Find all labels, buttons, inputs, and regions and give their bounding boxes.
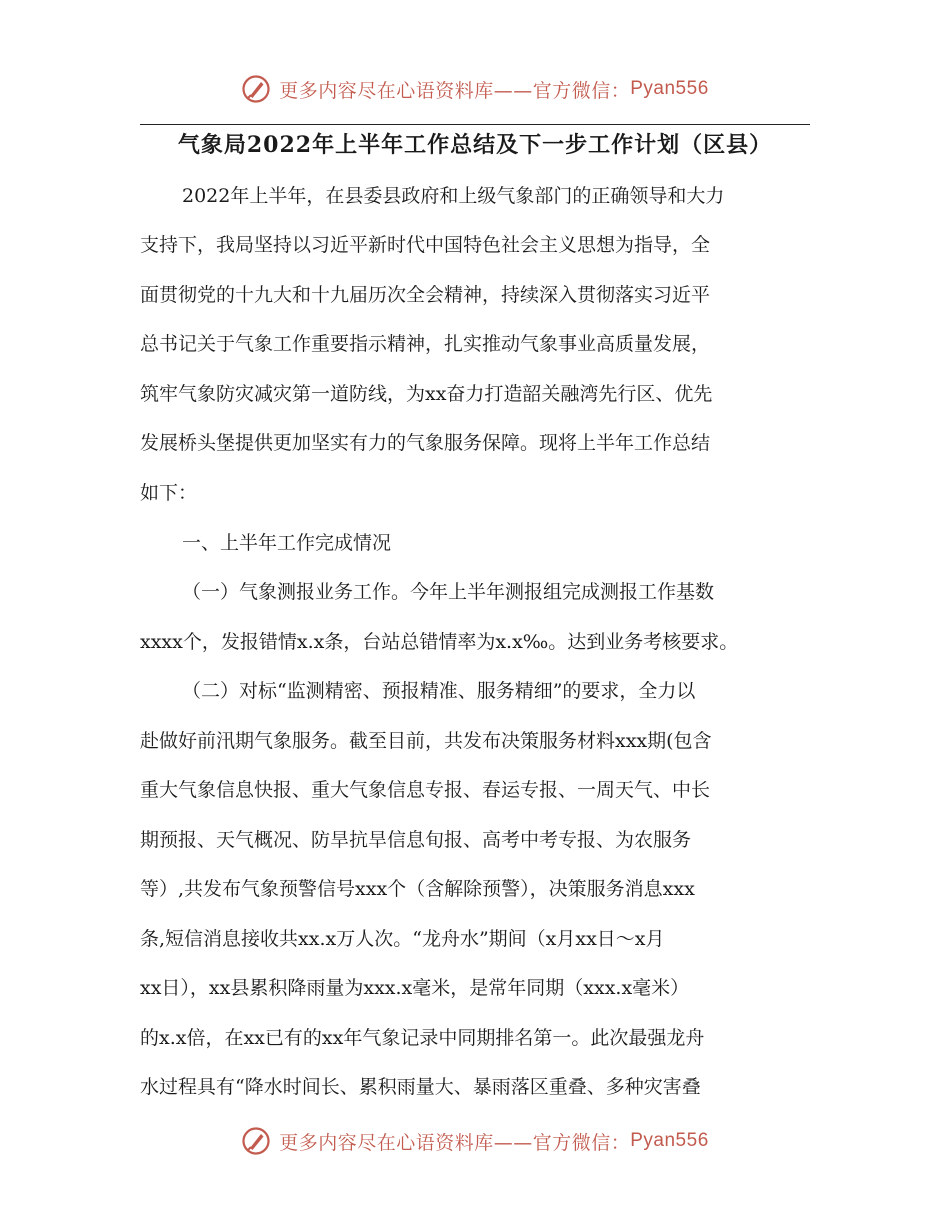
body-line: 期预报、天气概况、防旱抗旱信息旬报、高考中考专报、为农服务	[140, 829, 692, 851]
body-line: 水过程具有“降水时间长、累积雨量大、暴雨落区重叠、多种灾害叠	[140, 1076, 701, 1098]
body-line: xxxx个，发报错情x.x条，台站总错情率为x.x‰。达到业务考核要求。	[140, 631, 739, 653]
body-line: 等）,共发布气象预警信号xxx个（含解除预警），决策服务消息xxx	[140, 878, 695, 900]
body-line: 总书记关于气象工作重要指示精神，扎实推动气象事业高质量发展，	[140, 333, 711, 355]
section-heading: 一、上半年工作完成情况	[182, 532, 392, 554]
quill-logo-icon	[241, 74, 271, 104]
watermark-banner-bottom	[0, 1124, 950, 1158]
watermark-text: 更多内容尽在心语资料库——官方微信：	[279, 1131, 631, 1154]
body-line: 如下：	[140, 482, 198, 504]
watermark-banner-top	[0, 72, 950, 106]
watermark-wechat-id: Pyan556	[630, 1130, 709, 1151]
body-line: 的x.x倍，在xx已有的xx年气象记录中同期排名第一。此次最强龙舟	[140, 1027, 705, 1049]
document-title: 气象局2022年上半年工作总结及下一步工作计划（区县）	[177, 132, 773, 158]
body-line: 支持下，我局坚持以习近平新时代中国特色社会主义思想为指导，全	[140, 234, 711, 256]
body-line: （一）气象测报业务工作。今年上半年测报组完成测报工作基数	[182, 581, 715, 603]
body-line: 条,短信消息接收共xx.x万人次。“龙舟水”期间（x月xx日～x月	[140, 928, 665, 950]
body-line: 筑牢气象防灾减灾第一道防线，为xx奋力打造韶关融湾先行区、优先	[140, 383, 713, 405]
body-line: （二）对标“监测精密、预报精准、服务精细”的要求，全力以	[182, 680, 696, 702]
body-line: 面贯彻党的十九大和十九届历次全会精神，持续深入贯彻落实习近平	[140, 284, 711, 306]
body-line: xx日），xx县累积降雨量为xxx.x毫米，是常年同期（xxx.x毫米）	[140, 977, 690, 999]
body-line: 2022年上半年，在县委县政府和上级气象部门的正确领导和大力	[182, 185, 725, 207]
header-divider	[140, 124, 810, 125]
body-line: 重大气象信息快报、重大气象信息专报、春运专报、一周天气、中长	[140, 779, 711, 801]
quill-logo-icon	[241, 1126, 271, 1156]
body-line: 发展桥头堡提供更加坚实有力的气象服务保障。现将上半年工作总结	[140, 432, 711, 454]
body-line: 赴做好前汛期气象服务。截至目前，共发布决策服务材料xxx期(包含	[140, 730, 712, 752]
watermark-text: 更多内容尽在心语资料库——官方微信：	[279, 79, 631, 102]
watermark-wechat-id: Pyan556	[630, 78, 709, 99]
